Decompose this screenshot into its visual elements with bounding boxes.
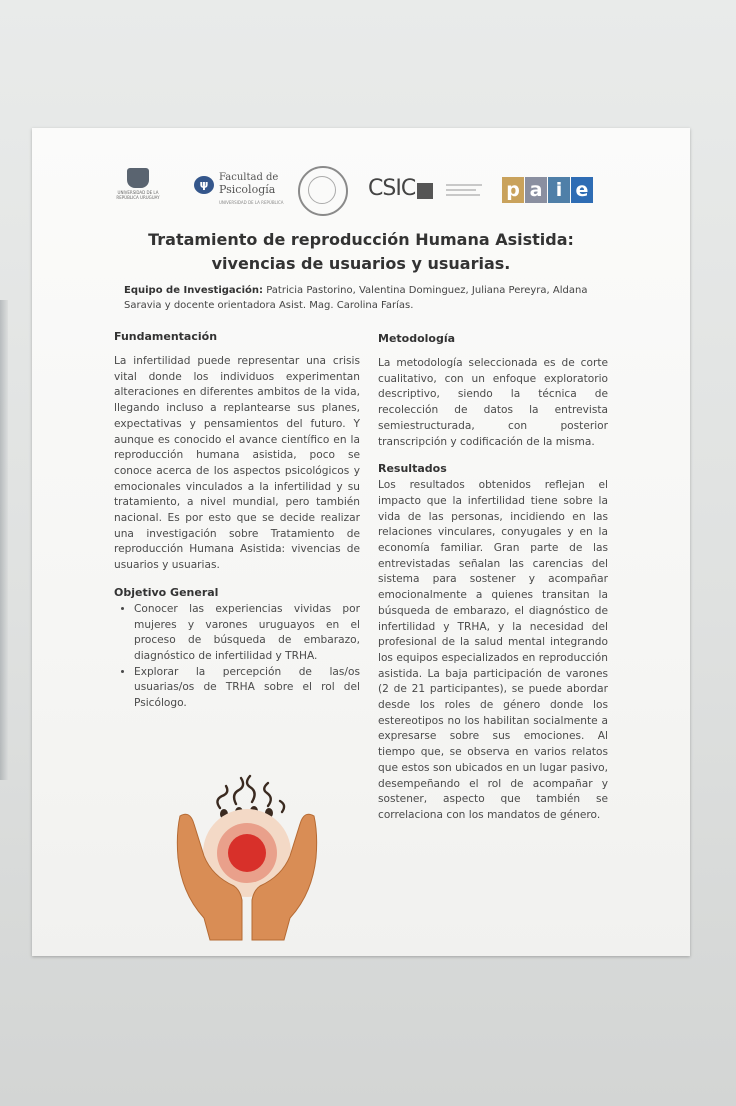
paie-logo [502,177,594,203]
hands-embrace-illustration [172,768,322,943]
psicologia-line1: Facultad de [219,172,279,183]
objetivo-heading: Objetivo General [114,585,219,599]
paie-letter-p: p [502,177,524,203]
paie-letter-a: a [525,177,547,203]
csic-squares-icon [417,183,433,199]
objetivo-item: • Explorar la percepción de las/os usuarias/os de TRHA sobre el rol del Psicólogo. [134,665,360,712]
fundamentacion-heading: Fundamentación [114,330,218,343]
poster-title [32,228,690,276]
title-line-2: vivencias de usuarios y usuarias. [211,254,511,273]
psicologia-logo [194,172,286,208]
title-line-1: Tratamiento de reproducción Humana Asistida: [148,230,574,249]
smoke-swirls-icon [217,776,284,812]
fundamentacion-text: La infertilidad puede representar una crisis vital donde los individuos experimentan alteraciones en diferentes ambitos de la vida, llegando incluso a replantearse sus planes, expectativas y pensamientos del futuro. Y aunque es conocido el avance científico en la reproducción humana asistida, poco se conoce acerca de los aspectos psicológicos y emocionales vinculados a la infertilidad y su tratamiento, a nivel mundial, pero también nacional. Es por esto que se decide realizar una investigación sobre Tratamiento de reproducción Humana Asistida: vivencias de usuarios y usuarias. [114,355,360,572]
metodologia-heading: Metodología [378,332,456,345]
core-circle-icon [228,834,266,872]
objetivo-item: • Conocer las experiencias vividas por mujeres y varones uruguayos en el proceso de búsqueda de embarazo, diagnóstico de infertilidad y TRHA. [134,602,360,665]
left-column [114,330,360,712]
right-column [378,332,608,824]
resultados-text: Los resultados obtenidos reflejan el impacto que la infertilidad tiene sobre la vida de las personas, incidiendo en las relaciones vinculares, conyugales y en la economía familiar. Gran parte de las entrevistadas señalan las carencias del sistema para sostener y acompañar emocionalmente a quienes transitan la búsqueda de embarazo, el diagnóstico de infertilidad y TRHA, y la necesidad del profesional de la salud mental integrando los equipos especializados en reproducción asistida. La baja participación de varones (2 de 21 participantes), se puede abordar desde los roles de género donde los estereotipos no los habilitan socialmente a expresarse sobre sus emociones. Al tiempo que, se observa en varios relatos que estos son ubicados en un lugar pasivo, desempeñando el rol de acompañar y sostener, aspecto que también se correlaciona con los mandatos de género. [378,479,608,821]
paie-letter-i: i [548,177,570,203]
csic-subtext-graphic [446,182,486,200]
udelar-crest-icon [127,168,149,188]
research-team [124,283,604,313]
team-label: Equipo de Investigación: [124,285,264,296]
resultados-heading: Resultados [378,462,447,476]
team-members: Patricia Pastorino, Valentina Dominguez, Juliana Pereyra, Aldana Saravia y docente orientadora Asist. Mag. Carolina Farías. [124,285,588,311]
csic-logo [368,176,433,201]
psicologia-line3: UNIVERSIDAD DE LA REPÚBLICA [219,200,284,205]
udelar-logo [112,164,164,214]
logo-strip [112,164,612,216]
wall-edge-shadow [0,300,8,780]
poster [32,128,690,956]
psicologia-line2: Psicología [219,183,276,196]
csic-text: CSIC [368,176,416,201]
csic-subtext-lines [446,182,486,201]
udelar-caption: UNIVERSIDAD DE LA REPÚBLICA URUGUAY [116,190,160,200]
seal-inner-ring [308,176,336,204]
institution-seal-icon [298,166,348,216]
metodologia-text: La metodología seleccionada es de corte cualitativo, con un enfoque exploratorio descriptivo, siendo la técnica de recolección de datos la entrevista semiestructurada, con posterior transcripción y codificación de la misma. [378,357,608,448]
objetivo-list [114,602,360,712]
psi-mark-icon: ψ [194,176,214,194]
paie-letter-e: e [571,177,593,203]
